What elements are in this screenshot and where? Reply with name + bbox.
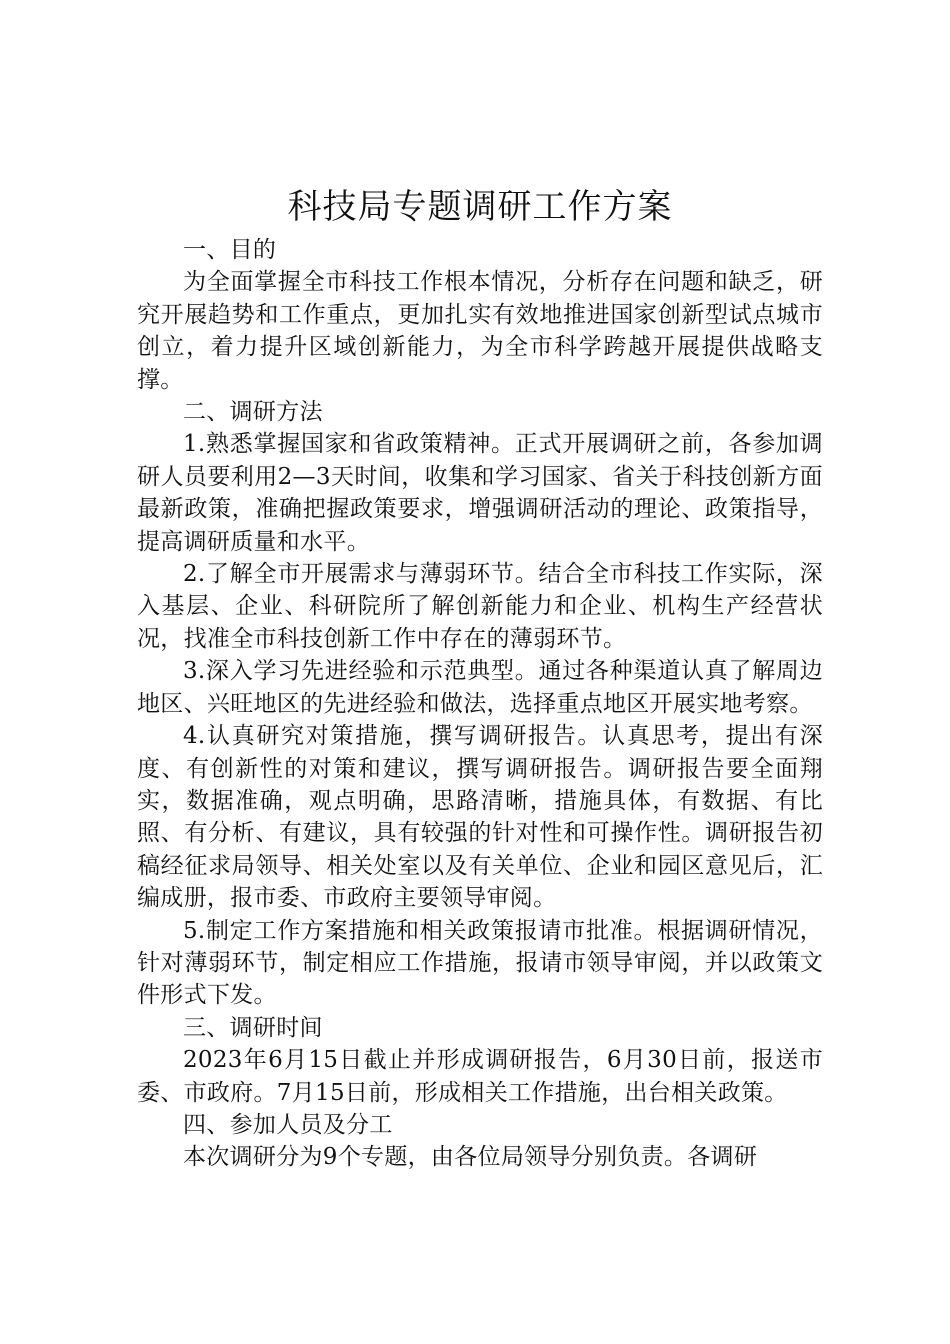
section-heading-purpose: 一、目的 bbox=[183, 237, 277, 263]
paragraph-method-1: 1.熟悉掌握国家和省政策精神。正式开展调研之前，各参加调研人员要利用2—3天时间，收集和学习国家、省关于科技创新方面最新政策，准确把握政策要求，增强调研活动的理论、政策指导，提高调研质量和水平。 bbox=[137, 431, 823, 555]
paragraph-method-5: 5.制定工作方案措施和相关政策报请市批准。根据调研情况，针对薄弱环节，制定相应工作措施，报请市领导审阅，并以政策文件形式下发。 bbox=[137, 917, 823, 1009]
paragraph-method-3: 3.深入学习先进经验和示范典型。通过各种渠道认真了解周边地区、兴旺地区的先进经验和做法，选择重点地区开展实地考察。 bbox=[137, 658, 823, 717]
paragraph-method-4: 4.认真研究对策措施，撰写调研报告。认真思考，提出有深度、有创新性的对策和建议，撰写调研报告。调研报告要全面翔实，数据准确，观点明确，思路清晰，措施具体，有数据、有比照、有分析、有建议，具有较强的针对性和可操作性。调研报告初稿经征求局领导、相关处室以及有关单位、企业和园区意见后，汇编成册，报市委、市政府主要领导审阅。 bbox=[137, 723, 823, 912]
section-heading-personnel: 四、参加人员及分工 bbox=[183, 1111, 393, 1138]
paragraph-schedule: 2023年6月15日截止并形成调研报告，6月30日前，报送市委、市政府。7月15日前，形成相关工作措施，出台相关政策。 bbox=[137, 1047, 823, 1106]
paragraph-personnel: 本次调研分为9个专题，由各位局领导分别负责。各调研 bbox=[183, 1144, 758, 1171]
document-title: 科技局专题调研工作方案 bbox=[287, 187, 673, 227]
document-body bbox=[137, 184, 823, 1174]
section-heading-schedule: 三、调研时间 bbox=[183, 1014, 323, 1041]
paragraph-method-2: 2.了解全市开展需求与薄弱环节。结合全市科技工作实际，深入基层、企业、科研院所了解创新能力和企业、机构生产经营状况，找准全市科技创新工作中存在的薄弱环节。 bbox=[137, 561, 823, 652]
paragraph-purpose: 为全面掌握全市科技工作根本情况，分析存在问题和缺乏，研究开展趋势和工作重点，更加扎实有效地推进国家创新型试点城市创立，着力提升区域创新能力，为全市科学跨越开展提供战略支撑。 bbox=[137, 269, 823, 393]
section-heading-methods: 二、调研方法 bbox=[183, 399, 323, 426]
